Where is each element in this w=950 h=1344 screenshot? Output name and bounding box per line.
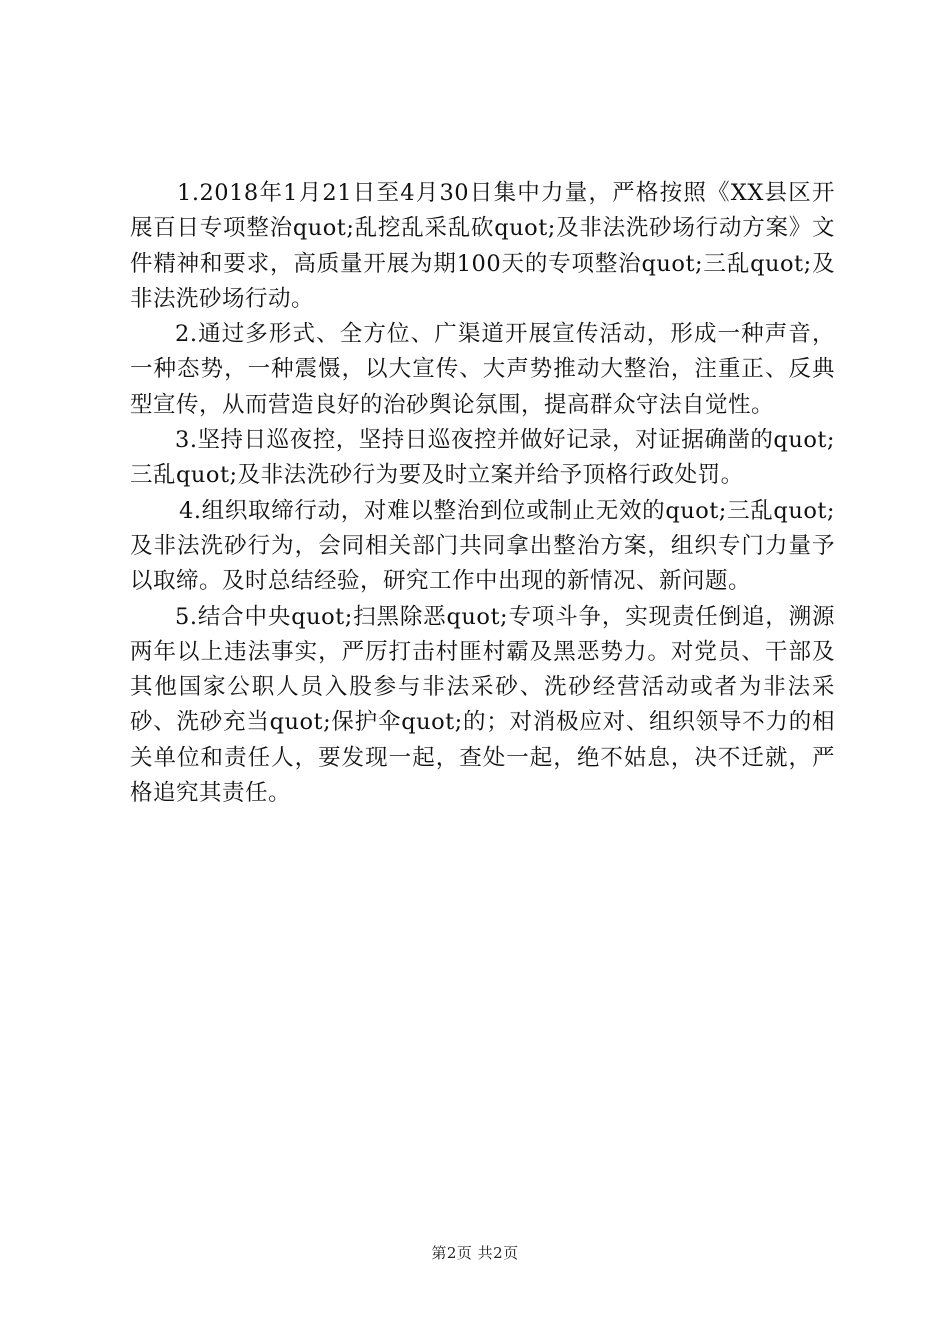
- paragraph-4: 4.组织取缔行动，对难以整治到位或制止无效的quot;三乱quot;及非法洗砂行为，会同相关部门共同拿出整治方案，组织专门力量予以取缔。及时总结经验，研究工作中出现的新情况、新问题。: [130, 497, 835, 595]
- page-number-footer: 第2页 共2页: [431, 1244, 519, 1262]
- paragraph-5: 5.结合中央quot;扫黑除恶quot;专项斗争，实现责任倒追，溯源两年以上违法事实，严厉打击村匪村霸及黑恶势力。对党员、干部及其他国家公职人员入股参与非法采砂、洗砂经营活动或者为非法采砂、洗砂充当quot;保护伞quot;的；对消极应对、组织领导不力的相关单位和责任人，要发现一起，查处一起，绝不姑息，决不迁就，严格追究其责任。: [130, 603, 835, 807]
- paragraph-1: 1.2018年1月21日至4月30日集中力量，严格按照《XX县区开展百日专项整治quot;乱挖乱采乱砍quot;及非法洗砂场行动方案》文件精神和要求，高质量开展为期100天的专项整治quot;三乱quot;及非法洗砂场行动。: [130, 180, 835, 312]
- paragraph-3: 3.坚持日巡夜控，坚持日巡夜控并做好记录，对证据确凿的quot;三乱quot;及非法洗砂行为要及时立案并给予顶格行政处罚。: [130, 427, 835, 489]
- document-body: [130, 176, 835, 811]
- paragraph-2: 2.通过多形式、全方位、广渠道开展宣传活动，形成一种声音，一种态势，一种震慑，以大宣传、大声势推动大整治，注重正、反典型宣传，从而营造良好的治砂舆论氛围，提高群众守法自觉性。: [130, 321, 835, 418]
